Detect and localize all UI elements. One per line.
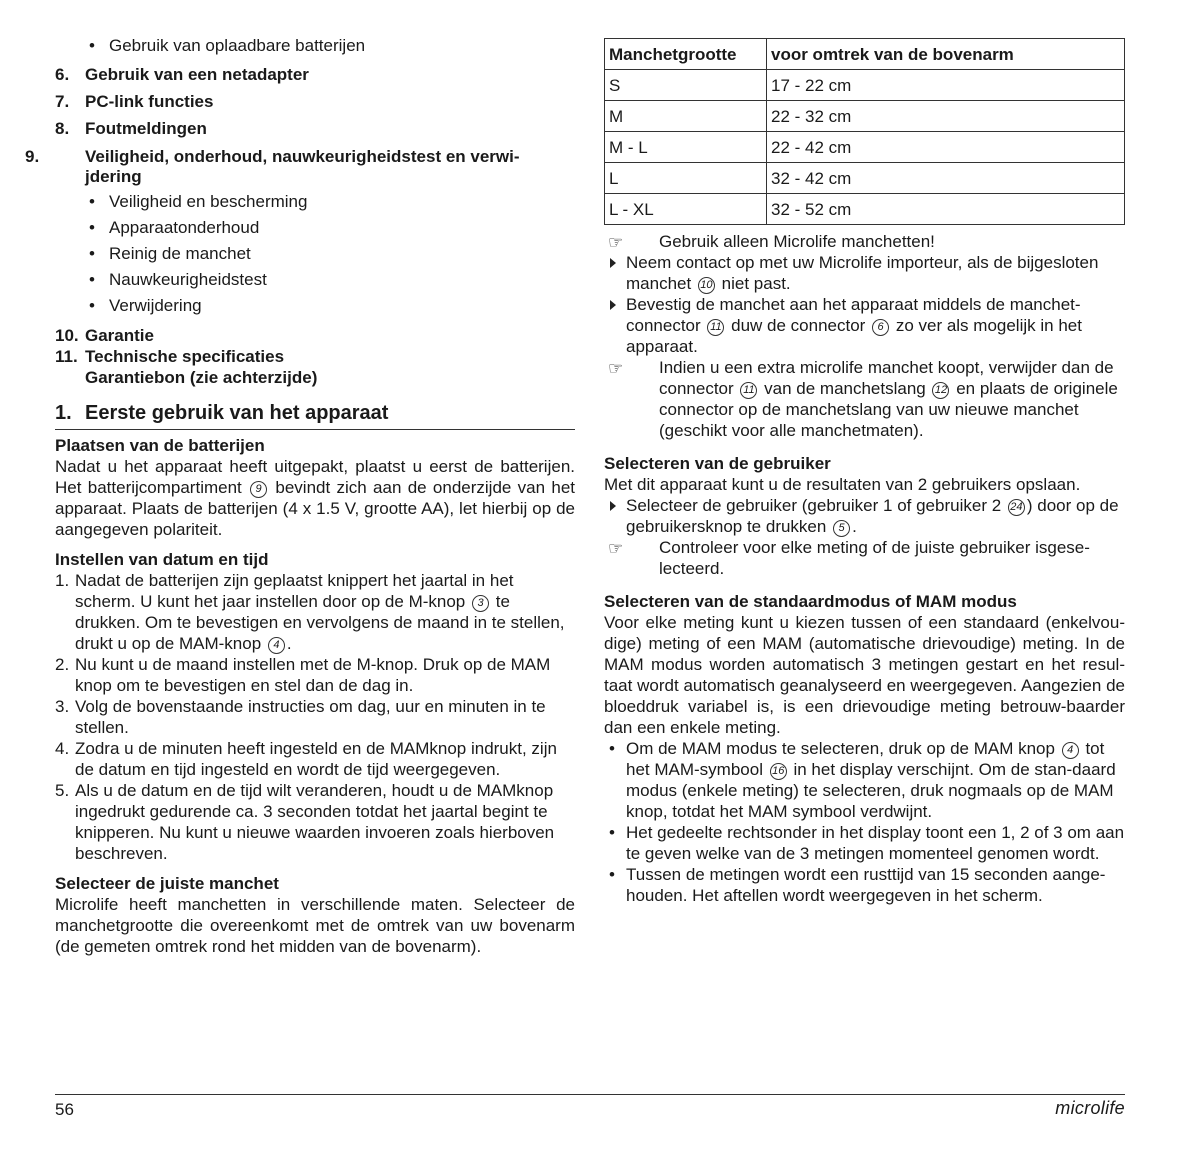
mam-paragraph: Voor elke meting kunt u kiezen tussen of een standaard (enkelvou-dige) meting of een MAM (automatische drievoudige) meting. In de MAM modus worden automatisch 3 metingen gestart en het resul-taat wordt automatisch geanalyseerd en weergegeven. Aangezien de bloeddruk variabel is, is een drievoudige meting betrouw-baarder dan een enkele meting. bbox=[604, 613, 1125, 737]
text-run: duw de connector bbox=[731, 316, 866, 335]
bullet-item bbox=[604, 822, 1125, 864]
text-run: Nadat de batterijen zijn geplaatst knippert het jaartal in het scherm. U kunt het jaar instellen door op de M-knop bbox=[75, 571, 514, 611]
section-title bbox=[55, 400, 575, 430]
note-text: Gebruik alleen Microlife manchetten! bbox=[659, 232, 935, 251]
text-run: Nadat u het apparaat heeft uitgepakt, plaatst u eerst de batterijen. Het batterijcompartiment bbox=[55, 457, 575, 497]
step-text: Volg de bovenstaande instructies om dag, uur en minuten in te stellen. bbox=[75, 697, 546, 737]
table-row bbox=[605, 101, 1125, 132]
step-number: 4. bbox=[55, 739, 70, 758]
text-run: zo ver als mogelijk in het apparaat. bbox=[626, 316, 1082, 356]
callout-number: 6 bbox=[872, 319, 889, 336]
table-header-cell: voor omtrek van de bovenarm bbox=[767, 39, 1125, 70]
step bbox=[55, 738, 575, 780]
callout-number: 3 bbox=[472, 595, 489, 612]
toc-item-label: Gebruik van een netadapter bbox=[85, 65, 309, 84]
toc-item-label: Technische specificaties bbox=[85, 347, 285, 366]
user-heading: Selecteren van de gebruiker bbox=[604, 454, 831, 473]
bullet: • bbox=[89, 244, 95, 263]
table-cell: 22 - 32 cm bbox=[767, 101, 1125, 132]
bullet: • bbox=[89, 296, 95, 315]
toc-item-11 bbox=[55, 346, 575, 367]
step bbox=[55, 570, 575, 654]
callout-number: 11 bbox=[707, 319, 724, 336]
text-run: . bbox=[286, 634, 292, 653]
arrow-bullet-icon bbox=[610, 300, 616, 310]
toc-subitem bbox=[55, 189, 575, 215]
bullet: • bbox=[89, 36, 95, 55]
cuff-heading: Selecteer de juiste manchet bbox=[55, 874, 279, 893]
toc-item-7 bbox=[55, 88, 575, 115]
instruction bbox=[604, 252, 1125, 294]
toc-item-label: PC-link functies bbox=[85, 92, 214, 111]
text-run: Indien u een extra microlife manchet koopt, verwijder dan de connector bbox=[659, 358, 1114, 398]
callout-number: 10 bbox=[698, 277, 715, 294]
toc-item-label: Foutmeldingen bbox=[85, 119, 207, 138]
toc-subitem-label: Apparaatonderhoud bbox=[109, 218, 260, 237]
text-run: Tussen de metingen wordt een rusttijd van 15 seconden aange-houden. Het aftellen wordt weergegeven in het scherm. bbox=[626, 865, 1106, 905]
table-cell: 32 - 42 cm bbox=[767, 163, 1125, 194]
table-cell: M bbox=[605, 101, 767, 132]
batteries-paragraph bbox=[55, 456, 575, 540]
left-column bbox=[25, 34, 575, 957]
step-text: Zodra u de minuten heeft ingesteld en de MAMknop indrukt, zijn de datum en tijd ingesteld en wordt de tijd weergegeven. bbox=[75, 739, 557, 779]
cuff-size-table bbox=[604, 38, 1125, 225]
text-run: en plaats de originele connector op de manchetslang van uw nieuwe manchet (geschikt voor alle manchetmaten). bbox=[659, 379, 1118, 440]
bullet: • bbox=[609, 865, 615, 884]
table-row bbox=[605, 70, 1125, 101]
table-cell: M - L bbox=[605, 132, 767, 163]
toc-subitem-label: Reinig de manchet bbox=[109, 244, 251, 263]
toc-subitem-label: Verwijdering bbox=[109, 296, 202, 315]
pointing-hand-icon: ☞ bbox=[608, 539, 624, 558]
step-number: 3. bbox=[55, 697, 70, 716]
text-run: Neem contact op met uw Microlife importeur, als de bijgesloten manchet bbox=[626, 253, 1099, 293]
pointing-hand-icon: ☞ bbox=[608, 359, 624, 378]
instruction bbox=[604, 495, 1125, 537]
toc-item-warranty bbox=[55, 367, 575, 388]
table-header-row bbox=[605, 39, 1125, 70]
section-title-text: Eerste gebruik van het apparaat bbox=[85, 402, 389, 424]
bullet-item bbox=[604, 864, 1125, 906]
step-number: 1. bbox=[55, 571, 70, 590]
bullet: • bbox=[89, 192, 95, 211]
text-run: ) door op de gebruikersknop te drukken bbox=[626, 496, 1119, 536]
toc-subitem bbox=[55, 241, 575, 267]
text-run: in het display verschijnt. Om de stan-daard modus (enkele meting) te selecteren, druk nogmaals op de MAM knop, totdat het MAM symbool verdwijnt. bbox=[626, 760, 1116, 821]
toc-subitem-label: Gebruik van oplaadbare batterijen bbox=[109, 36, 366, 55]
callout-number: 4 bbox=[268, 637, 285, 654]
bullet: • bbox=[89, 270, 95, 289]
note bbox=[604, 231, 1125, 252]
batteries-heading: Plaatsen van de batterijen bbox=[55, 436, 265, 455]
text-run: niet past. bbox=[721, 274, 791, 293]
toc-item-number: 11. bbox=[55, 347, 78, 366]
toc-subitem bbox=[55, 267, 575, 293]
toc-item-10 bbox=[55, 325, 575, 346]
text-run: bevindt zich aan de onderzijde van het apparaat. Plaats de batterijen (4 x 1.5 V, grootte AA), let hierbij op de aangegeven polariteit. bbox=[55, 478, 575, 539]
step-text: Als u de datum en de tijd wilt veranderen, houdt u de MAMknop ingedrukt gedurende ca. 3 seconden totdat het jaartal begint te knipperen. Nu kunt u nieuwe waarden invoeren zoals hierboven beschreven. bbox=[75, 781, 555, 863]
toc-subitem bbox=[55, 34, 575, 58]
text-run: tot het MAM-symbool bbox=[626, 739, 1105, 779]
datetime-steps bbox=[55, 570, 575, 864]
note bbox=[604, 357, 1125, 441]
toc-item-6 bbox=[55, 61, 575, 88]
note bbox=[604, 537, 1125, 579]
datetime-heading: Instellen van datum en tijd bbox=[55, 550, 269, 569]
table-cell: L - XL bbox=[605, 194, 767, 225]
callout-number: 4 bbox=[1062, 742, 1079, 759]
callout-number: 24 bbox=[1008, 499, 1025, 516]
table-cell: S bbox=[605, 70, 767, 101]
callout-number: 5 bbox=[833, 520, 850, 537]
bullet-item bbox=[604, 738, 1125, 822]
table-header-cell: Manchetgrootte bbox=[605, 39, 767, 70]
toc-item-9-subitems bbox=[55, 189, 575, 319]
table-row bbox=[605, 163, 1125, 194]
mam-heading: Selecteren van de standaardmodus of MAM modus bbox=[604, 592, 1017, 611]
callout-number: 16 bbox=[770, 763, 787, 780]
toc-item-label: Garantie bbox=[85, 326, 154, 345]
bullet: • bbox=[89, 218, 95, 237]
text-run: . bbox=[852, 517, 857, 536]
instruction bbox=[604, 294, 1125, 357]
toc-item-9 bbox=[25, 147, 575, 187]
text-run: Selecteer de gebruiker (gebruiker 1 of gebruiker 2 bbox=[626, 496, 1002, 515]
text-run: van de manchetslang bbox=[764, 379, 926, 398]
toc-item-number: 7. bbox=[55, 92, 70, 111]
toc-item-8 bbox=[55, 115, 575, 142]
arrow-bullet-icon bbox=[610, 501, 616, 511]
table-cell: 17 - 22 cm bbox=[767, 70, 1125, 101]
right-column bbox=[604, 38, 1125, 906]
table-cell: 22 - 42 cm bbox=[767, 132, 1125, 163]
toc-subitem bbox=[55, 293, 575, 319]
toc-item-label: Garantiebon (zie achterzijde) bbox=[85, 368, 318, 387]
text-run: Bevestig de manchet aan het apparaat middels de manchet-connector bbox=[626, 295, 1081, 335]
step bbox=[55, 780, 575, 864]
text-run: Het gedeelte rechtsonder in het display toont een 1, 2 of 3 om aan te geven welke van de 3 metingen momenteel genomen wordt. bbox=[626, 823, 1125, 863]
toc-item-number: 9. bbox=[25, 147, 40, 166]
footer-divider bbox=[55, 1094, 1125, 1095]
toc-subitem bbox=[55, 215, 575, 241]
step-number: 5. bbox=[55, 781, 70, 800]
section-number: 1. bbox=[55, 402, 72, 424]
step bbox=[55, 654, 575, 696]
arrow-bullet-icon bbox=[610, 258, 616, 268]
callout-number: 9 bbox=[250, 481, 267, 498]
page-number: 56 bbox=[55, 1100, 74, 1119]
pointing-hand-icon: ☞ bbox=[608, 233, 624, 252]
callout-number: 11 bbox=[740, 382, 757, 399]
bullet: • bbox=[609, 823, 615, 842]
step bbox=[55, 696, 575, 738]
toc-item-number: 8. bbox=[55, 119, 70, 138]
step-number: 2. bbox=[55, 655, 70, 674]
text-run: Om de MAM modus te selecteren, druk op de MAM knop bbox=[626, 739, 1055, 758]
toc-subitem-label: Nauwkeurigheidstest bbox=[109, 270, 267, 289]
toc-item-label: Veiligheid, onderhoud, nauwkeurigheidstest en verwi-jdering bbox=[85, 147, 520, 186]
cuff-paragraph: Microlife heeft manchetten in verschillende maten. Selecteer de manchetgrootte die overeenkomt met de omtrek van uw bovenarm (de gemeten omtrek rond het midden van de bovenarm). bbox=[55, 895, 575, 956]
table-cell: L bbox=[605, 163, 767, 194]
step-text: Nu kunt u de maand instellen met de M-knop. Druk op de MAM knop om te bevestigen en stel dan de dag in. bbox=[75, 655, 551, 695]
user-paragraph: Met dit apparaat kunt u de resultaten van 2 gebruikers opslaan. bbox=[604, 475, 1081, 494]
toc-item-number: 6. bbox=[55, 65, 70, 84]
table-row bbox=[605, 132, 1125, 163]
bullet: • bbox=[609, 739, 615, 758]
brand-logo: microlife bbox=[1055, 1098, 1125, 1118]
callout-number: 12 bbox=[932, 382, 949, 399]
text-run: te drukken. Om te bevestigen en vervolgens de maand in te stellen, drukt u op de MAM-knop bbox=[75, 592, 565, 653]
note-text: Controleer voor elke meting of de juiste gebruiker isgese-lecteerd. bbox=[659, 538, 1090, 578]
table-cell: 32 - 52 cm bbox=[767, 194, 1125, 225]
toc-item-number: 10. bbox=[55, 326, 79, 345]
toc-subitem-label: Veiligheid en bescherming bbox=[109, 192, 308, 211]
table-row bbox=[605, 194, 1125, 225]
